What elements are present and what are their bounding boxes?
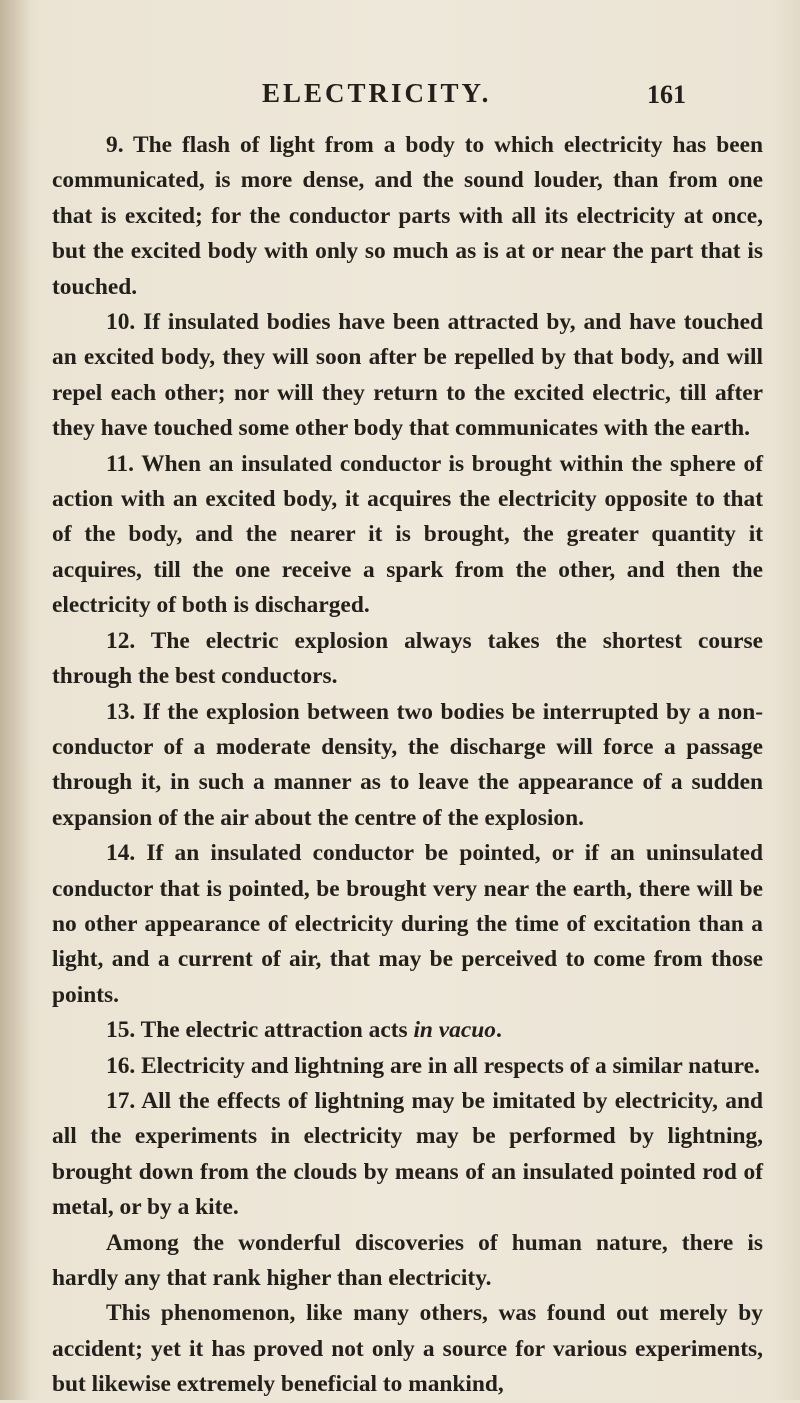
page-header <box>262 78 686 118</box>
text-body <box>52 128 763 1403</box>
paragraph-15-italic: in vacuo <box>413 1017 496 1044</box>
paragraph-15 <box>52 1013 763 1048</box>
paragraph-discoveries: Among the wonderful discoveries of human nature, there is hardly any that rank higher than electricity. <box>52 1229 763 1291</box>
paragraph-16: 16. Electricity and lightning are in all respects of a similar nature. <box>106 1052 760 1079</box>
paragraph-14: 14. If an insulated conductor be pointed, or if an uninsulated conductor that is pointed, be brought very near the earth, there will be no other appearance of electricity during the time of excitation than a light, and a current of air, that may be perceived to come from those points. <box>52 840 763 1008</box>
paragraph-phenomenon: This phenomenon, like many others, was found out merely by accident; yet it has proved not only a source for various experiments, but likewise extremely beneficial to mankind, <box>52 1300 763 1398</box>
running-title: ELECTRICITY. <box>262 78 492 108</box>
paragraph-10: 10. If insulated bodies have been attracted by, and have touched an excited body, they will soon after be repelled by that body, and will repel each other; nor will they return to the excited electric, till after they have touched some other body that communicates with the earth. <box>52 309 763 442</box>
paragraph-15-text: 15. The electric attraction acts <box>106 1017 414 1044</box>
paragraph-13: 13. If the explosion between two bodies be interrupted by a non-conductor of a moderate density, the discharge will force a passage through it, in such a manner as to leave the appearance of a sudden expansion of the air about the centre of the explosion. <box>52 698 763 831</box>
paragraph-9: 9. The flash of light from a body to which electricity has been communicated, is more dense, and the sound louder, than from one that is excited; for the conductor parts with all its electricity at once, but the excited body with only so much as is at or near the part that is touched. <box>52 132 763 300</box>
paragraph-11: 11. When an insulated conductor is brought within the sphere of action with an excited body, it acquires the electricity opposite to that of the body, and the nearer it is brought, the greater quantity it acquires, till the one receive a spark from the other, and then the electricity of both is discharged. <box>52 450 763 619</box>
paragraph-17: 17. All the effects of lightning may be imitated by electricity, and all the experiments in electricity may be performed by lightning, brought down from the clouds by means of an insulated pointed rod of metal, or by a kite. <box>52 1087 763 1221</box>
paragraph-15-end: . <box>495 1017 502 1044</box>
page-edge-shadow <box>0 0 30 1400</box>
paragraph-12: 12. The electric explosion always takes the shortest course through the best conductors. <box>52 627 763 690</box>
page-number: 161 <box>647 80 686 109</box>
